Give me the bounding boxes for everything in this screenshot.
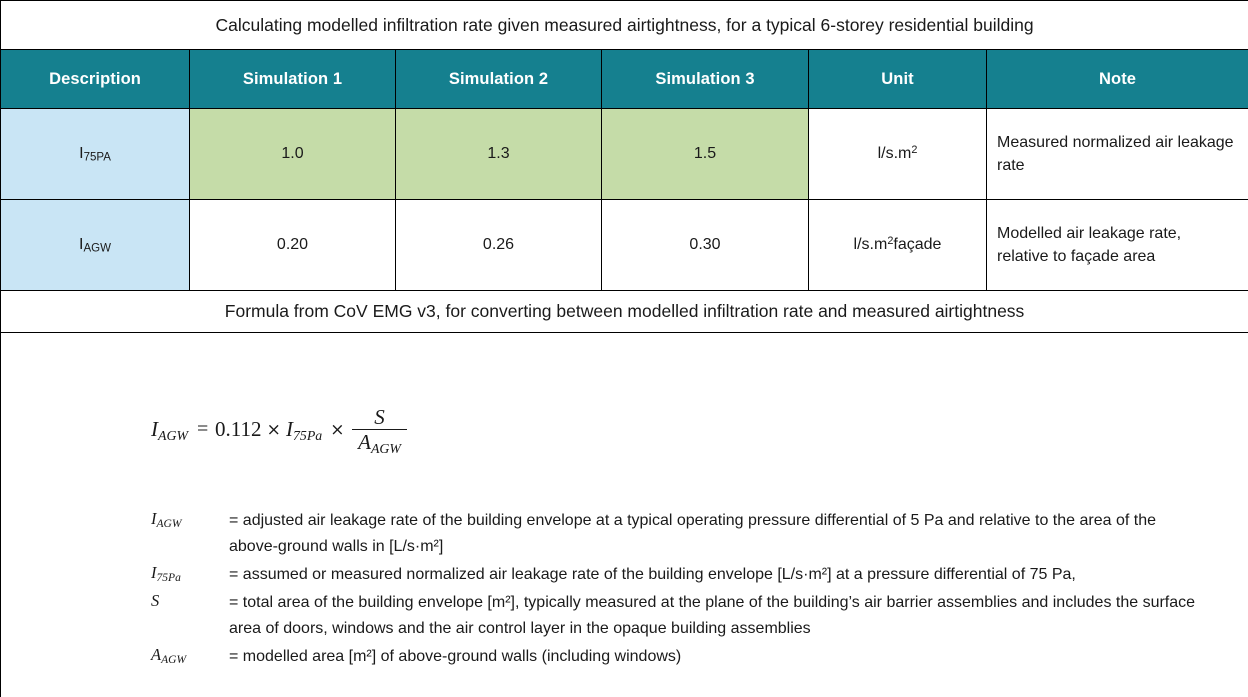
definition-text: = total area of the building envelope [m²], typically measured at the plane of the building’s air barrier assemblies and includes the surface area of doors, windows and the air control layer in the opaque building assemblies <box>229 594 1196 637</box>
symbol-base: I <box>79 145 84 162</box>
formula-multiply-2: × <box>330 419 345 440</box>
formula-lhs <box>151 417 188 442</box>
definition-symbol-base: I <box>151 563 157 583</box>
unit-base: l/s.m <box>877 145 912 162</box>
formula-equals: = <box>196 418 209 441</box>
definition-symbol <box>151 508 229 529</box>
formula-term-2-base: I <box>285 417 293 442</box>
formula-container <box>1 372 1248 457</box>
definition-symbol-subscript: AGW <box>161 653 187 666</box>
infiltration-formula <box>151 405 407 457</box>
cell-simulation-2: 0.26 <box>396 200 602 291</box>
definition-text: = modelled area [m²] of above-ground walls (including windows) <box>229 647 682 665</box>
formula-numerator: S <box>374 405 385 430</box>
column-header-simulation-1: Simulation 1 <box>190 50 396 109</box>
formula-title-row <box>1 291 1248 333</box>
formula-title: Formula from CoV EMG v3, for converting between modelled infiltration rate and measured airtightness <box>1 291 1248 333</box>
formula-coefficient: 0.112 <box>215 417 262 442</box>
unit-exponent: 2 <box>911 143 918 156</box>
cell-note: Modelled air leakage rate, relative to façade area <box>987 200 1248 291</box>
table-row <box>1 109 1248 200</box>
definition-text: = assumed or measured normalized air leakage rate of the building envelope [L/s·m²] at a pressure differential of 75 Pa, <box>229 566 1076 584</box>
formula-denominator-subscript: AGW <box>370 441 401 457</box>
cell-simulation-1: 0.20 <box>190 200 396 291</box>
column-header-unit: Unit <box>809 50 987 109</box>
cell-simulation-1: 1.0 <box>190 109 396 200</box>
formula-denominator-base: A <box>358 430 371 455</box>
formula-term-2 <box>286 417 322 442</box>
formula-body-cell <box>1 333 1248 697</box>
table-row <box>1 200 1248 291</box>
cell-simulation-3: 0.30 <box>602 200 809 291</box>
cell-note: Measured normalized air leakage rate <box>987 109 1248 200</box>
column-header-description: Description <box>1 50 190 109</box>
formula-denominator <box>352 430 407 457</box>
definition-symbol <box>151 644 229 665</box>
definition-item <box>151 562 1208 588</box>
definition-symbol <box>151 562 229 583</box>
cell-unit <box>809 200 987 291</box>
formula-multiply-1: × <box>266 419 281 440</box>
symbol-subscript: AGW <box>83 242 111 255</box>
definition-symbol-base: I <box>151 509 157 529</box>
definition-symbol-subscript: AGW <box>156 518 182 531</box>
definition-item <box>151 644 1208 670</box>
table-title-row <box>1 1 1248 50</box>
formula-lhs-subscript: AGW <box>158 428 189 444</box>
definitions-list <box>1 508 1248 669</box>
unit-base: l/s.m <box>853 236 888 253</box>
definition-text: = adjusted air leakage rate of the building envelope at a typical operating pressure differential of 5 Pa and relative to the area of the above-ground walls in [L/s·m²] <box>229 512 1156 556</box>
column-header-row <box>1 50 1248 109</box>
definition-symbol-base: A <box>151 644 162 664</box>
definition-item <box>151 508 1208 560</box>
cell-simulation-3: 1.5 <box>602 109 809 200</box>
definition-symbol <box>151 590 229 611</box>
column-header-simulation-3: Simulation 3 <box>602 50 809 109</box>
table-title: Calculating modelled infiltration rate given measured airtightness, for a typical 6-storey residential building <box>1 1 1248 50</box>
formula-fraction <box>352 405 407 457</box>
definition-item <box>151 590 1208 642</box>
cell-simulation-2: 1.3 <box>396 109 602 200</box>
cell-description <box>1 200 190 291</box>
cell-description <box>1 109 190 200</box>
unit-tail: façade <box>893 236 942 253</box>
unit-exponent: 2 <box>887 234 894 247</box>
definition-symbol-base: S <box>151 591 160 611</box>
formula-body-row <box>1 333 1248 697</box>
symbol-base: I <box>79 236 84 253</box>
formula-lhs-base: I <box>151 417 158 442</box>
symbol-subscript: 75PA <box>83 151 111 164</box>
column-header-simulation-2: Simulation 2 <box>396 50 602 109</box>
formula-term-2-subscript: 75Pa <box>292 428 323 444</box>
cell-unit <box>809 109 987 200</box>
definition-symbol-subscript: 75Pa <box>156 571 181 584</box>
column-header-note: Note <box>987 50 1248 109</box>
